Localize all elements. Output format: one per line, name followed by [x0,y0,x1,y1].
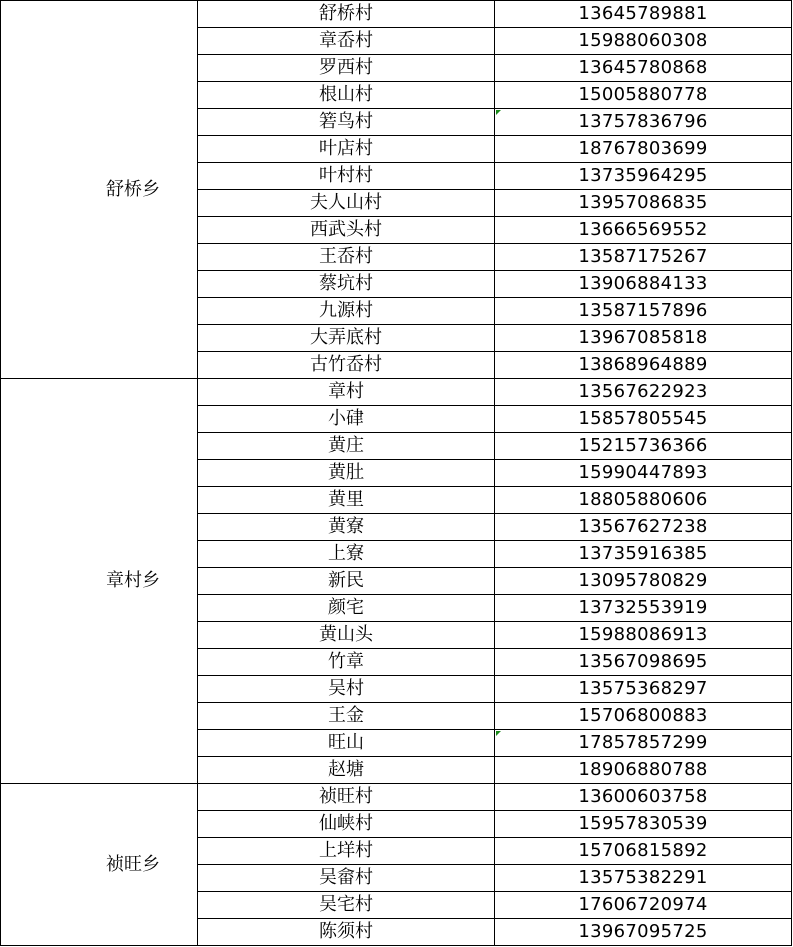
village-cell[interactable]: 上寮 [198,541,495,568]
phone-cell[interactable]: 18767803699 [495,136,792,163]
phone-cell[interactable]: 13666569552 [495,217,792,244]
village-cell[interactable]: 赵塘 [198,757,495,784]
village-cell[interactable]: 吴宅村 [198,892,495,919]
phone-cell[interactable]: 13735916385 [495,541,792,568]
village-cell[interactable]: 黄庄 [198,433,495,460]
phone-cell[interactable]: 13567098695 [495,649,792,676]
village-cell[interactable]: 叶店村 [198,136,495,163]
phone-cell[interactable]: 13957086835 [495,190,792,217]
township-cell[interactable]: 祯旺乡 [1,784,198,946]
phone-cell[interactable]: 17606720974 [495,892,792,919]
village-cell[interactable]: 吴畲村 [198,865,495,892]
village-cell[interactable]: 黄里 [198,487,495,514]
phone-cell[interactable]: 15857805545 [495,406,792,433]
village-cell[interactable]: 罗西村 [198,55,495,82]
village-cell[interactable]: 吴村 [198,676,495,703]
phone-cell[interactable]: 15988086913 [495,622,792,649]
phone-cell[interactable]: 13567627238 [495,514,792,541]
phone-cell[interactable]: 13645789881 [495,1,792,28]
phone-cell[interactable]: 13587157896 [495,298,792,325]
phone-cell[interactable]: 15957830539 [495,811,792,838]
phone-cell[interactable]: 15988060308 [495,28,792,55]
village-cell[interactable]: 章村 [198,379,495,406]
phone-cell[interactable]: 15005880778 [495,82,792,109]
village-cell[interactable]: 上垟村 [198,838,495,865]
phone-cell[interactable]: 15215736366 [495,433,792,460]
village-cell[interactable]: 古竹岙村 [198,352,495,379]
phone-cell[interactable]: 13967085818 [495,325,792,352]
table-row [1,379,792,406]
phone-cell[interactable]: 15990447893 [495,460,792,487]
village-cell[interactable]: 箬鸟村 [198,109,495,136]
village-cell[interactable]: 王岙村 [198,244,495,271]
phone-cell[interactable]: 15706815892 [495,838,792,865]
village-cell[interactable]: 小硉 [198,406,495,433]
phone-cell[interactable]: 13567622923 [495,379,792,406]
phone-cell[interactable]: 18805880606 [495,487,792,514]
village-cell[interactable]: 舒桥村 [198,1,495,28]
village-cell[interactable]: 竹章 [198,649,495,676]
phone-cell[interactable]: 13587175267 [495,244,792,271]
village-cell[interactable]: 九源村 [198,298,495,325]
village-cell[interactable]: 根山村 [198,82,495,109]
village-cell[interactable]: 叶村村 [198,163,495,190]
village-cell[interactable]: 夫人山村 [198,190,495,217]
phone-cell[interactable]: 13575368297 [495,676,792,703]
township-cell[interactable]: 章村乡 [1,379,198,784]
phone-cell[interactable]: 13095780829 [495,568,792,595]
phone-cell[interactable]: 13645780868 [495,55,792,82]
phone-cell[interactable]: 13868964889 [495,352,792,379]
table-body [1,1,792,946]
phone-cell[interactable]: 13967095725 [495,919,792,946]
table-row [1,1,792,28]
village-cell[interactable]: 王金 [198,703,495,730]
village-cell[interactable]: 大弄底村 [198,325,495,352]
phone-cell[interactable]: 13575382291 [495,865,792,892]
township-cell[interactable]: 舒桥乡 [1,1,198,379]
village-cell[interactable]: 黄寮 [198,514,495,541]
phone-cell[interactable]: 13735964295 [495,163,792,190]
village-cell[interactable]: 章岙村 [198,28,495,55]
phone-cell[interactable]: 17857857299 [495,730,792,757]
cell-note-marker [496,110,501,115]
village-cell[interactable]: 陈须村 [198,919,495,946]
village-cell[interactable]: 颜宅 [198,595,495,622]
village-cell[interactable]: 祯旺村 [198,784,495,811]
village-cell[interactable]: 新民 [198,568,495,595]
phone-cell[interactable]: 15706800883 [495,703,792,730]
village-cell[interactable]: 西武头村 [198,217,495,244]
village-cell[interactable]: 蔡坑村 [198,271,495,298]
village-cell[interactable]: 黄肚 [198,460,495,487]
table-row [1,784,792,811]
phone-cell[interactable]: 13732553919 [495,595,792,622]
village-cell[interactable]: 旺山 [198,730,495,757]
phone-cell[interactable]: 13906884133 [495,271,792,298]
cell-note-marker [496,731,501,736]
village-cell[interactable]: 黄山头 [198,622,495,649]
phone-cell[interactable]: 18906880788 [495,757,792,784]
village-cell[interactable]: 仙峡村 [198,811,495,838]
phone-cell[interactable]: 13600603758 [495,784,792,811]
phone-cell[interactable]: 13757836796 [495,109,792,136]
